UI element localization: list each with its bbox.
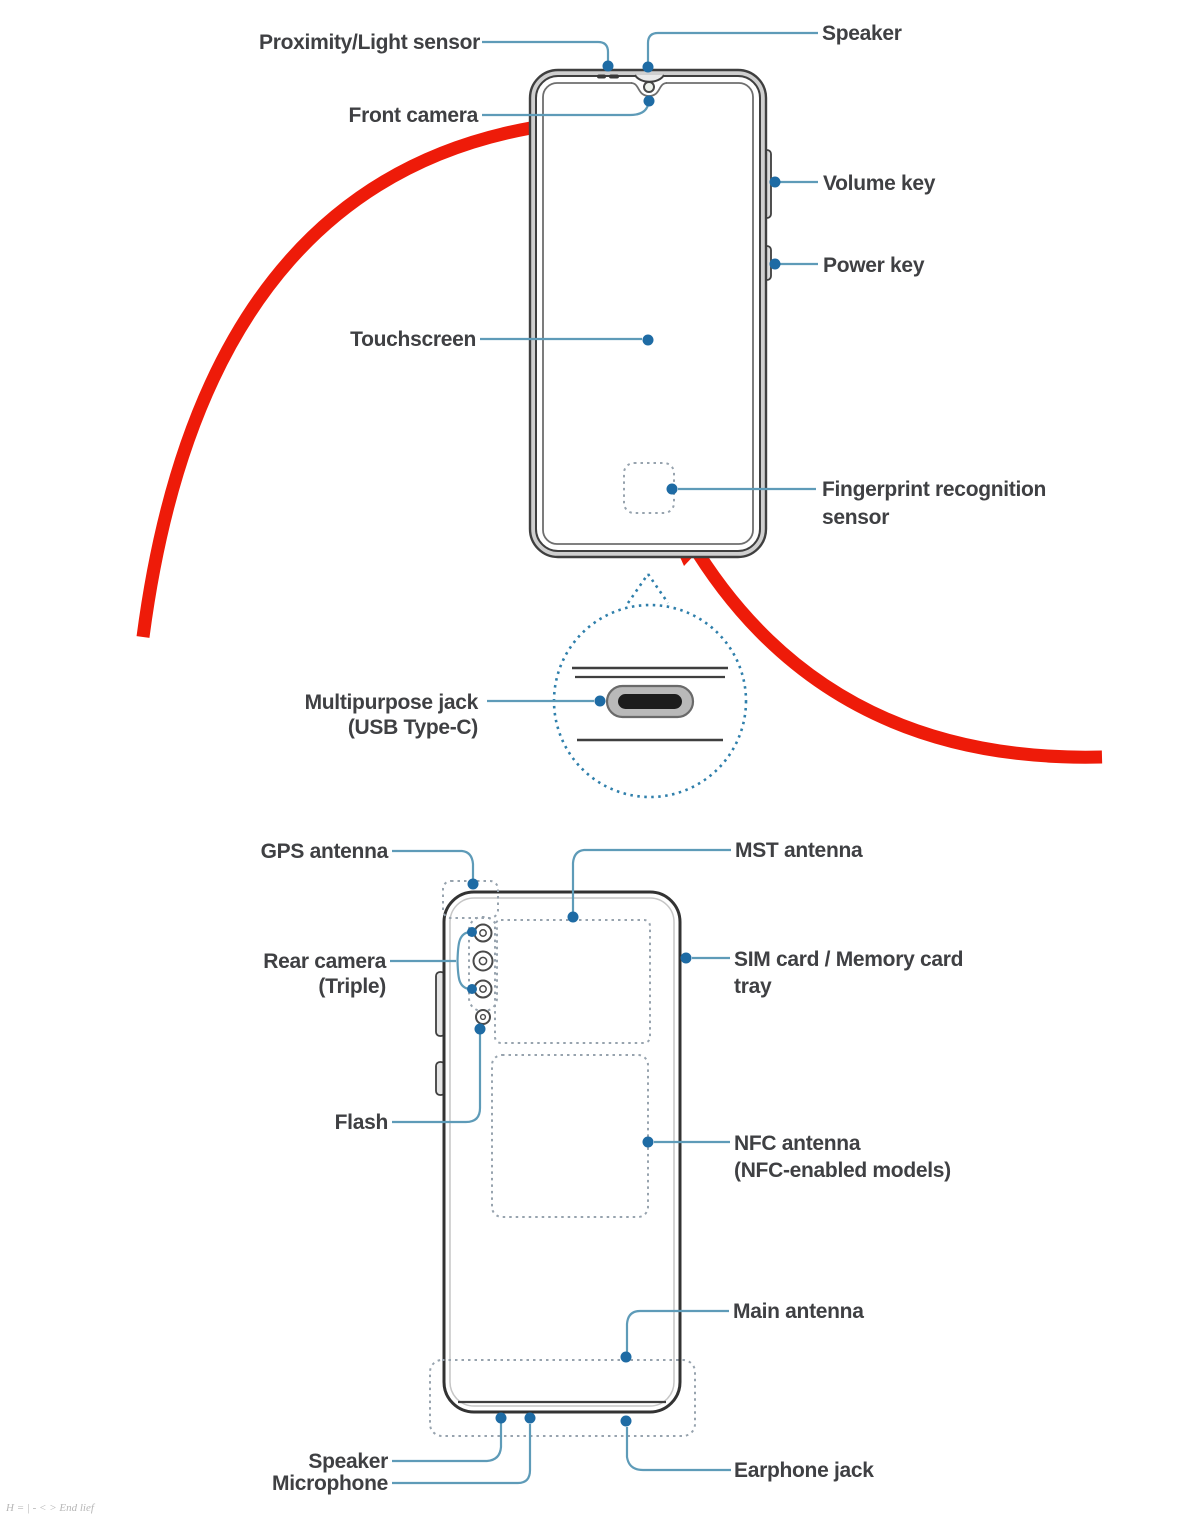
callout-volume-key [770,172,936,195]
label-fingerprint-line2: sensor [822,506,890,529]
magnifier-pointer-right [648,574,668,603]
rear-camera-lens2-icon [474,952,493,971]
callout-earphone-jack [621,1416,875,1483]
label-multipurpose-line1: Multipurpose jack [304,691,478,714]
callout-dot [644,96,655,107]
callout-dot [568,912,579,923]
callout-dot [467,984,477,994]
label-rear-camera-line1: Rear camera [263,950,386,973]
callout-dot [621,1352,632,1363]
rear-camera-lens1-icon [475,925,492,942]
label-multipurpose-line2: (USB Type-C) [347,716,478,739]
callout-dot [770,259,781,270]
magnifier-pointer-left [628,574,648,603]
label-speaker-bottom: Speaker [308,1450,388,1473]
callout-dot [603,61,614,72]
proximity-sensor-slit-icon [597,75,606,79]
callout-dot [621,1416,632,1427]
label-flash: Flash [334,1111,388,1134]
callout-dot [595,696,606,707]
callout-multipurpose-jack [305,691,606,739]
label-microphone: Microphone [272,1472,388,1495]
callout-dot [681,953,692,964]
light-sensor-slit-icon [609,75,619,79]
callout-dot [525,1413,536,1424]
label-earphone-jack: Earphone jack [734,1459,874,1482]
callout-power-key [770,254,925,277]
page-watermark: H = | - < > End lief [6,1502,94,1514]
callout-speaker-bottom [308,1413,506,1474]
back-view-phone [430,881,695,1436]
callout-sim-tray [681,948,964,998]
red-arrow-curve [690,540,1102,757]
callout-dot [468,879,479,890]
label-rear-camera-line2: (Triple) [318,975,386,998]
callout-nfc-antenna [643,1132,951,1182]
label-proximity-light-sensor: Proximity/Light sensor [259,31,480,54]
callout-dot [770,177,781,188]
callout-speaker-top [643,22,902,73]
callout-dot [496,1413,507,1424]
label-front-camera: Front camera [348,104,478,127]
callout-dot [643,62,654,73]
touchscreen-area [543,83,753,544]
callout-dot [667,484,678,495]
label-volume-key: Volume key [823,172,936,195]
flash-icon [476,1010,490,1024]
label-power-key: Power key [823,254,925,277]
usb-c-port-slot-icon [618,694,682,709]
label-speaker-top: Speaker [822,22,902,45]
front-camera-lens-icon [644,82,654,92]
callout-dot [643,335,654,346]
callout-proximity-light-sensor [259,31,613,72]
label-nfc-line2: (NFC-enabled models) [734,1159,951,1182]
label-fingerprint-line1: Fingerprint recognition [822,478,1047,501]
callout-dot [467,927,477,937]
rear-camera-lens3-icon [475,981,492,998]
callout-dot [475,1024,486,1035]
label-gps-antenna: GPS antenna [260,840,388,863]
callout-dot [643,1137,654,1148]
label-sim-line2: tray [734,975,772,998]
label-sim-line1: SIM card / Memory card [734,948,964,971]
front-view-phone [530,70,771,557]
label-touchscreen: Touchscreen [350,328,476,351]
bottom-edge-magnifier [554,574,746,797]
label-main-antenna: Main antenna [733,1300,864,1323]
label-nfc-line1: NFC antenna [734,1132,861,1155]
label-mst-antenna: MST antenna [735,839,863,862]
